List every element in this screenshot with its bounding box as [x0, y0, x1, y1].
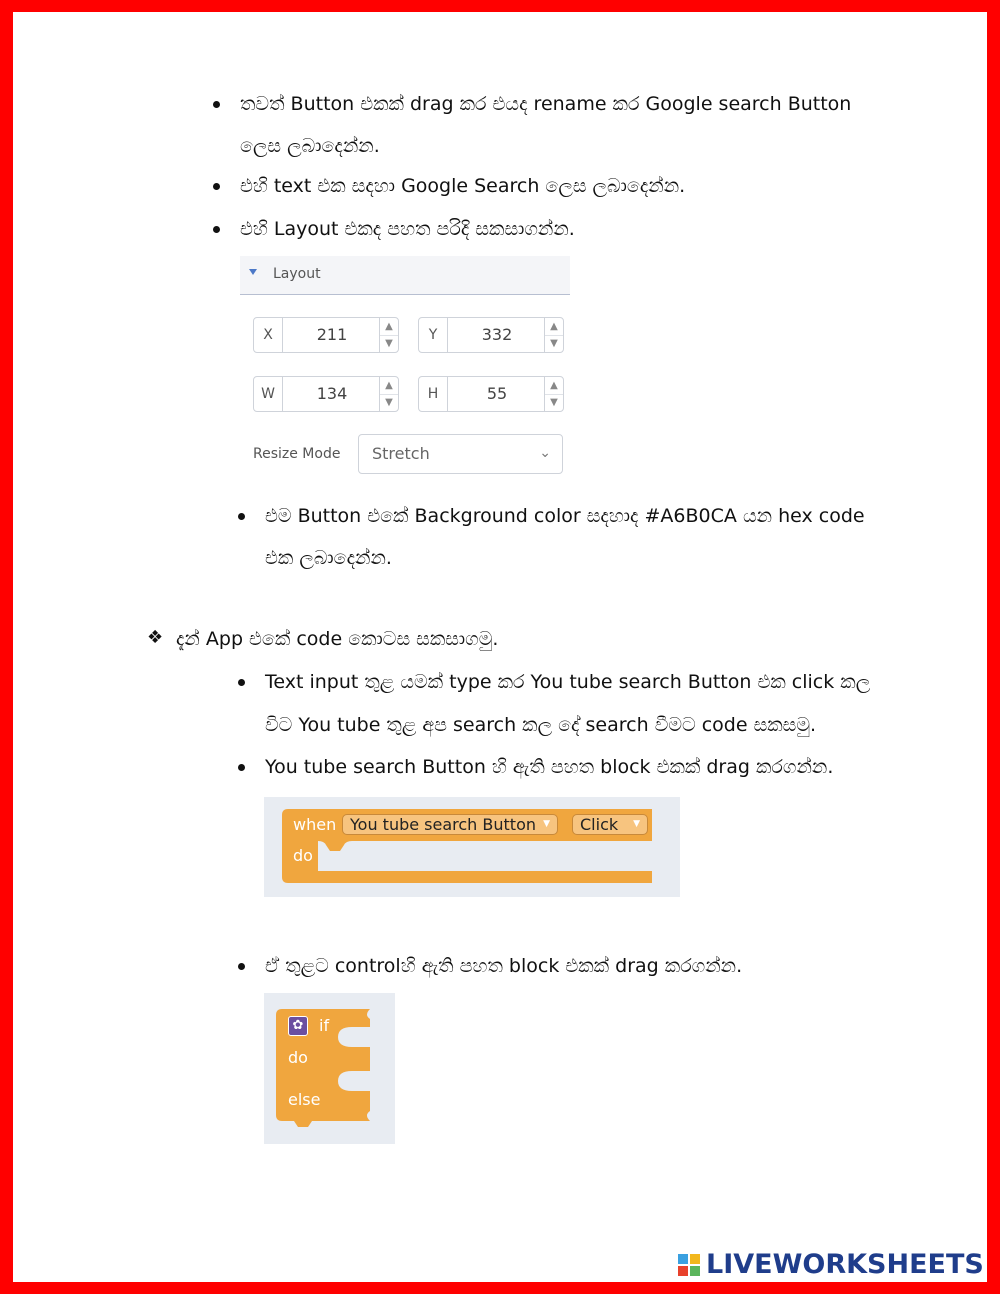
y-field-tag: Y: [419, 318, 448, 352]
liveworksheets-logo: [678, 1248, 988, 1282]
when-label: when: [293, 815, 337, 834]
event-value: Click: [580, 815, 619, 834]
if-label: if: [319, 1016, 330, 1035]
w-field[interactable]: [253, 376, 399, 412]
bullet-dot: [238, 513, 245, 520]
spin-down-icon[interactable]: ▼: [385, 338, 393, 349]
w-field-value[interactable]: 134: [316, 384, 348, 403]
else-label: else: [288, 1090, 321, 1109]
logo-text: LIVEWORKSHEETS: [706, 1249, 984, 1280]
bullet-3-line1: එහි Layout එකද පහත පරිදි සකසාගන්න.: [240, 218, 575, 240]
event-block-shape[interactable]: [264, 797, 680, 897]
y-field-value[interactable]: 332: [481, 325, 513, 344]
event-block-image: [264, 797, 680, 897]
event-dropdown[interactable]: [572, 814, 648, 835]
diamond-bullet-icon: ❖: [147, 627, 164, 648]
y-spinner[interactable]: [544, 318, 563, 352]
resize-mode-label: Resize Mode: [253, 446, 341, 462]
if-do-label: do: [288, 1048, 308, 1067]
code-bullet-1-line1: Text input තුළ යමක් type කර You tube search Button එක click කල: [265, 671, 871, 693]
caret-down-icon: [249, 269, 257, 275]
h-field-tag: H: [419, 377, 448, 411]
spin-down-icon[interactable]: ▼: [550, 397, 558, 408]
layout-title: Layout: [273, 266, 321, 282]
spin-down-icon[interactable]: ▼: [550, 338, 558, 349]
dropdown-arrow-icon: ▼: [633, 819, 640, 829]
h-spinner[interactable]: [544, 377, 563, 411]
h-field-value[interactable]: 55: [486, 384, 508, 403]
component-value: You tube search Button: [350, 815, 536, 834]
bullet-dot: [213, 183, 220, 190]
component-dropdown[interactable]: [342, 814, 558, 835]
bullet-2-line1: එහි text එක සදහා Google Search ලෙස ලබාදෙන්න.: [240, 175, 686, 197]
x-field-value[interactable]: 211: [316, 325, 348, 344]
do-label: do: [293, 846, 313, 865]
spin-up-icon[interactable]: ▲: [545, 377, 563, 395]
spin-up-icon[interactable]: ▲: [545, 318, 563, 336]
x-spinner[interactable]: [379, 318, 398, 352]
spin-up-icon[interactable]: ▲: [380, 377, 398, 395]
if-block-shape[interactable]: [264, 993, 395, 1144]
w-spinner[interactable]: [379, 377, 398, 411]
bullet-dot: [238, 963, 245, 970]
if-block-image: [264, 993, 395, 1144]
layout-header[interactable]: [240, 256, 570, 295]
code-bullet-2-line1: You tube search Button හි ඇති පහත block එකක් drag කරගන්න.: [265, 756, 834, 778]
bg-color-line1: එම Button එකේ Background color සදහාද #A6B0CA යන hex code: [265, 505, 865, 527]
spin-down-icon[interactable]: ▼: [385, 397, 393, 408]
layout-panel: [240, 256, 570, 484]
resize-mode-select[interactable]: [358, 434, 563, 474]
bullet-dot: [238, 764, 245, 771]
spin-up-icon[interactable]: ▲: [380, 318, 398, 336]
chevron-down-icon[interactable]: ⌄: [539, 445, 551, 461]
w-field-tag: W: [254, 377, 283, 411]
bullet-1-line1: තවත් Button එකක් drag කර එයද rename කර Google search Button: [240, 93, 852, 115]
resize-mode-value: Stretch: [372, 444, 430, 463]
section-heading: දැන් App එකේ code කොටස සකසාගමු.: [176, 628, 499, 650]
code-bullet-1-line2: විට You tube තුළ අප search කල දේ search වීමට code සකසමු.: [265, 714, 817, 736]
y-field[interactable]: [418, 317, 564, 353]
bg-color-line2: එක ලබාදෙන්න.: [265, 547, 392, 569]
gear-icon[interactable]: ✿: [288, 1016, 308, 1036]
h-field[interactable]: [418, 376, 564, 412]
control-bullet-line1: ඒ තුළට controlහි ඇති පහත block එකක් drag කරගන්න.: [265, 955, 743, 977]
bullet-dot: [213, 226, 220, 233]
x-field-tag: X: [254, 318, 283, 352]
bullet-dot: [238, 679, 245, 686]
dropdown-arrow-icon: ▼: [543, 819, 550, 829]
bullet-1-line2: ලෙස ලබාදෙන්න.: [240, 135, 380, 157]
logo-grid-icon: [678, 1254, 700, 1276]
bullet-dot: [213, 101, 220, 108]
x-field[interactable]: [253, 317, 399, 353]
